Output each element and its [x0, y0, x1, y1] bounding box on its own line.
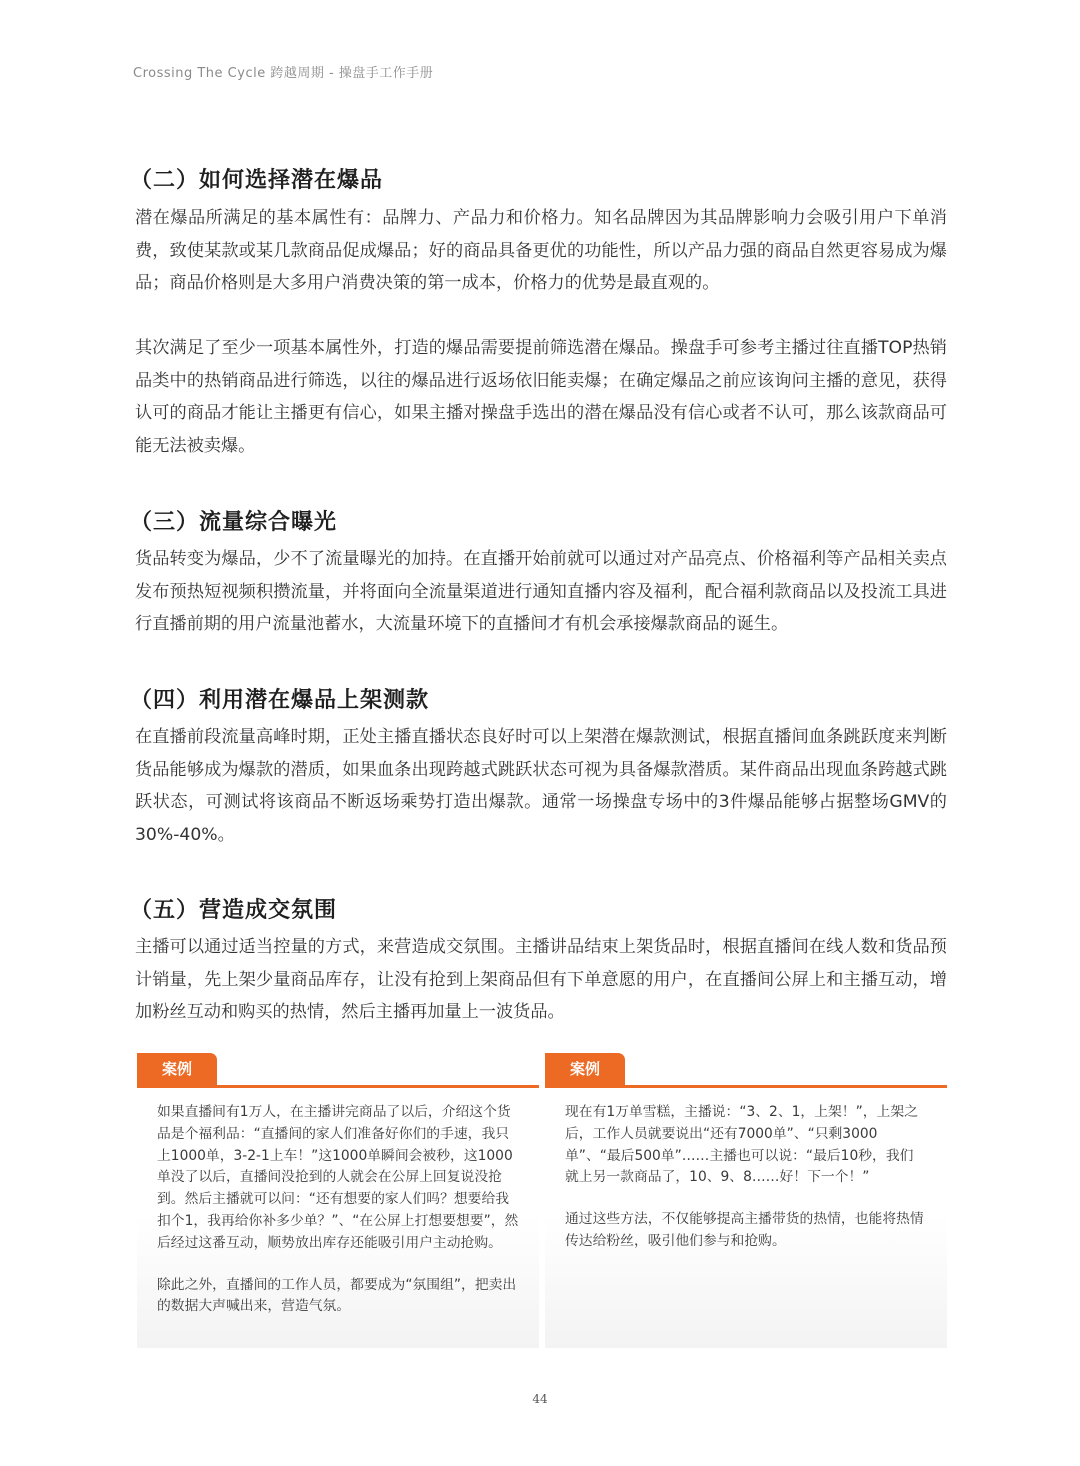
section-title-3: （三）流量综合曝光	[130, 510, 338, 535]
case-tab-label: 案例	[137, 1053, 217, 1085]
section-3-paragraph-1: 货品转变为爆品，少不了流量曝光的加持。在直播开始前就可以通过对产品亮点、价格福利等产品相关卖点发布预热短视频积攒流量，并将面向全流量渠道进行通知直播内容及福利，配合福利款商品以及投流工具进行直播前期的用户流量池蓄水，大流量环境下的直播间才有机会承接爆款商品的诞生。	[135, 549, 947, 634]
case-box-right	[545, 1053, 947, 1348]
case-paragraph: 通过这些方法，不仅能够提高主播带货的热情，也能将热情传达给粉丝，吸引他们参与和抢购。	[565, 1211, 924, 1249]
page-header: Crossing The Cycle 跨越周期 - 操盘手工作手册	[133, 66, 434, 81]
case-body	[545, 1088, 947, 1253]
section-title-5: （五）营造成交氛围	[130, 898, 338, 923]
case-box-left	[137, 1053, 539, 1348]
section-4-paragraph-1: 在直播前段流量高峰时期，正处主播直播状态良好时可以上架潜在爆款测试，根据直播间血条跳跃度来判断货品能够成为爆款的潜质，如果血条出现跨越式跳跃状态可视为具备爆款潜质。某件商品出现血条跨越式跳跃状态，可测试将该商品不断返场乘势打造出爆款。通常一场操盘专场中的3件爆品能够占据整场GMV的30%-40%。	[135, 727, 947, 845]
case-paragraph: 除此之外，直播间的工作人员，都要成为“氛围组”，把卖出的数据大声喊出来，营造气氛。	[157, 1276, 517, 1315]
section-2-paragraph-2: 其次满足了至少一项基本属性外，打造的爆品需要提前筛选潜在爆品。操盘手可参考主播过往直播TOP热销品类中的热销商品进行筛选，以往的爆品进行返场依旧能卖爆；在确定爆品之前应该询问主播的意见，获得认可的商品才能让主播更有信心，如果主播对操盘手选出的潜在爆品没有信心或者不认可，那么该款商品可能无法被卖爆。	[135, 338, 947, 456]
section-2-paragraph-1: 潜在爆品所满足的基本属性有：品牌力、产品力和价格力。知名品牌因为其品牌影响力会吸引用户下单消费，致使某款或某几款商品促成爆品；好的商品具备更优的功能性，所以产品力强的商品自然更容易成为爆品；商品价格则是大多用户消费决策的第一成本，价格力的优势是最直观的。	[135, 208, 947, 293]
case-header	[137, 1053, 539, 1088]
case-body	[137, 1088, 539, 1318]
case-tab-label: 案例	[545, 1053, 625, 1085]
page-number: 44	[532, 1392, 548, 1406]
section-5-paragraph-1: 主播可以通过适当控量的方式，来营造成交氛围。主播讲品结束上架货品时，根据直播间在线人数和货品预计销量，先上架少量商品库存，让没有抢到上架商品但有下单意愿的用户，在直播间公屏上和主播互动，增加粉丝互动和购买的热情，然后主播再加量上一波货品。	[135, 937, 947, 1022]
case-paragraph: 现在有1万单雪糕，主播说：“3、2、1，上架！”，上架之后，工作人员就要说出“还有7000单”、“只剩3000单”、“最后500单”……主播也可以说：“最后10秒，我们就上另一款商品了，10、9、8……好！下一个！”	[565, 1104, 918, 1186]
section-title-4: （四）利用潜在爆品上架测款	[130, 688, 430, 713]
case-header	[545, 1053, 947, 1088]
case-paragraph: 如果直播间有1万人，在主播讲完商品了以后，介绍这个货品是个福利品：“直播间的家人们准备好你们的手速，我只上1000单，3-2-1上车！”这1000单瞬间会被秒，这1000单没了以后，直播间没抢到的人就会在公屏上回复说没抢到。然后主播就可以问：“还有想要的家人们吗？想要给我扣个1，我再给你补多少单？”、“在公屏上打想要想要”，然后经过这番互动，顺势放出库存还能吸引用户主动抢购。	[157, 1104, 519, 1251]
section-title-2: （二）如何选择潜在爆品	[130, 168, 384, 193]
